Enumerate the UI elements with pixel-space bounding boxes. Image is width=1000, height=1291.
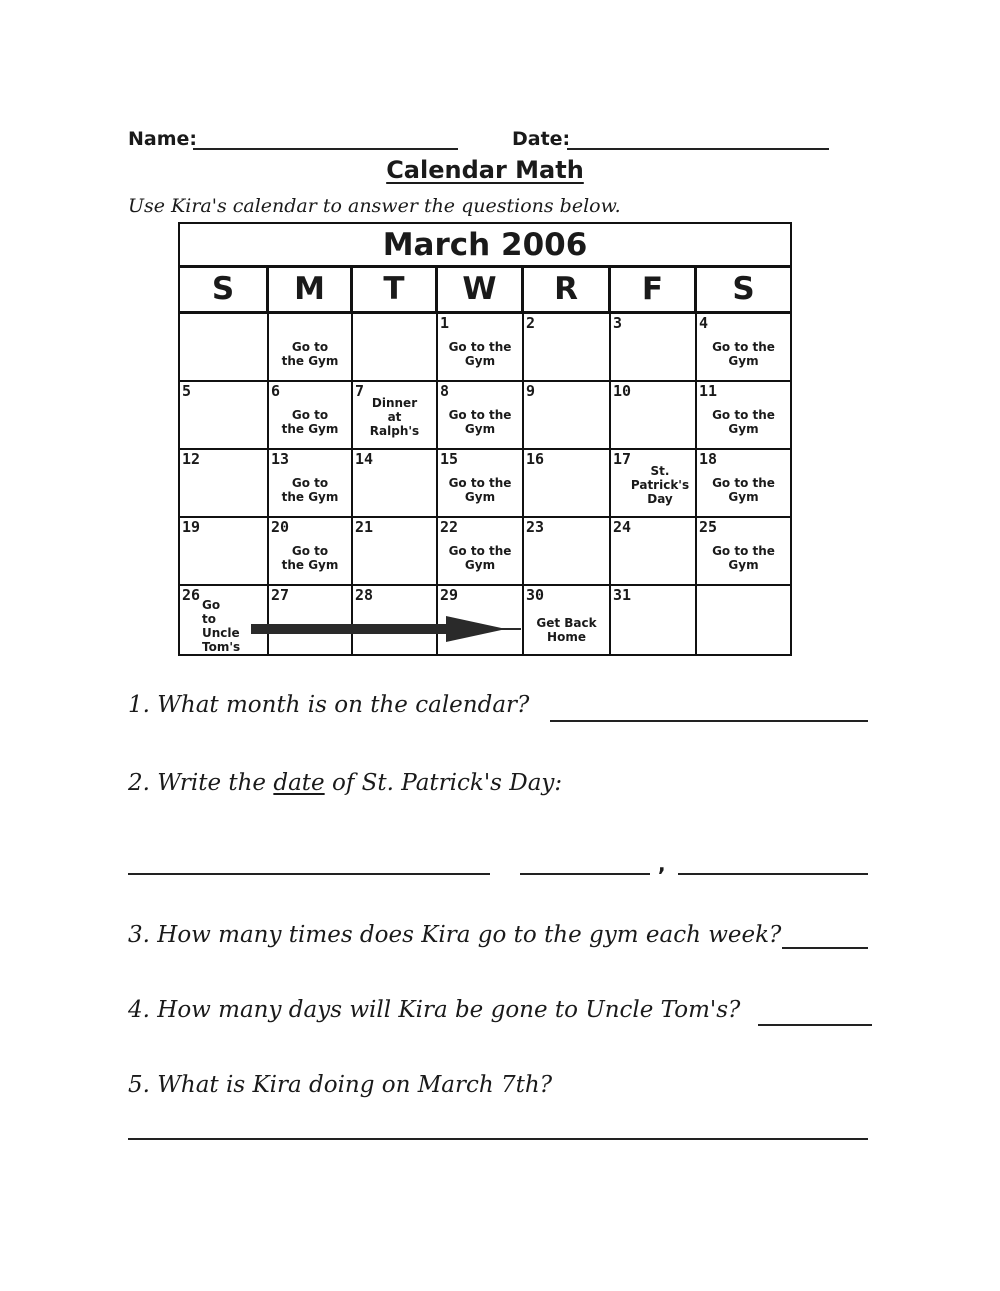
event-label: Go to the Gym <box>448 544 512 572</box>
calendar-day-cell <box>611 586 697 654</box>
answer-line-3[interactable] <box>782 947 868 949</box>
calendar-day-cell <box>180 450 269 518</box>
day-number: 7 <box>355 382 365 400</box>
calendar-day-cell <box>353 518 438 586</box>
instruction-text: Use Kira's calendar to answer the questions below. <box>128 195 621 217</box>
calendar-day-cell <box>438 314 524 382</box>
question-5: 5. What is Kira doing on March 7th? <box>128 1072 553 1098</box>
calendar-day-cell <box>438 382 524 450</box>
weekday-header: F <box>611 268 697 311</box>
answer-line-2-weekday[interactable] <box>128 873 490 875</box>
event-label: Go to the Gym <box>281 544 339 572</box>
day-number: 21 <box>355 518 374 536</box>
name-label: Name: <box>128 128 198 150</box>
day-number: 25 <box>699 518 718 536</box>
day-number: 9 <box>526 382 536 400</box>
date-answer-line[interactable] <box>567 148 829 150</box>
calendar-day-cell <box>697 586 790 654</box>
day-number: 23 <box>526 518 545 536</box>
event-label: Dinner at Ralph's <box>369 396 420 438</box>
date-label: Date: <box>512 128 571 150</box>
calendar-day-cell <box>524 518 611 586</box>
weekday-header: R <box>524 268 611 311</box>
day-number: 30 <box>526 586 545 604</box>
question-2: 2. Write the date of St. Patrick's Day: <box>128 770 563 796</box>
calendar-day-cell <box>524 450 611 518</box>
day-number: 28 <box>355 586 374 604</box>
day-number: 10 <box>613 382 632 400</box>
event-label: Go to the Gym <box>712 476 775 504</box>
day-number: 4 <box>699 314 709 332</box>
calendar-day-cell <box>180 382 269 450</box>
event-label: Go to the Gym <box>281 408 339 436</box>
day-number: 6 <box>271 382 281 400</box>
answer-line-4[interactable] <box>758 1024 872 1026</box>
answer-comma: , <box>658 852 666 876</box>
day-number: 19 <box>182 518 201 536</box>
calendar-grid <box>180 314 790 654</box>
event-label: Go to the Gym <box>712 544 775 572</box>
day-number: 14 <box>355 450 374 468</box>
name-answer-line[interactable] <box>193 148 458 150</box>
answer-line-2-year[interactable] <box>678 873 868 875</box>
event-label: Go to the Gym <box>281 340 339 368</box>
event-label: Go to the Gym <box>448 340 512 368</box>
day-number: 13 <box>271 450 290 468</box>
weekday-header: W <box>438 268 524 311</box>
calendar-month-title: March 2006 <box>180 224 790 268</box>
calendar-day-cell <box>697 314 790 382</box>
day-number: 22 <box>440 518 459 536</box>
event-label: Go to the Gym <box>281 476 339 504</box>
calendar-day-cell <box>697 382 790 450</box>
event-label: Go to the Gym <box>712 408 775 436</box>
answer-line-2-month-day[interactable] <box>520 873 650 875</box>
day-number: 3 <box>613 314 623 332</box>
day-number: 17 <box>613 450 632 468</box>
weekday-header: M <box>269 268 353 311</box>
calendar-day-cell <box>524 586 611 654</box>
calendar-day-cell <box>611 382 697 450</box>
day-number: 8 <box>440 382 450 400</box>
event-label: Get Back Home <box>536 616 597 644</box>
calendar-day-cell <box>524 314 611 382</box>
day-number: 18 <box>699 450 718 468</box>
calendar-weekday-row <box>180 268 790 314</box>
day-number: 29 <box>440 586 459 604</box>
calendar-day-cell <box>611 314 697 382</box>
event-label: Go to the Gym <box>448 408 512 436</box>
calendar-day-cell <box>353 382 438 450</box>
day-number: 12 <box>182 450 201 468</box>
event-label: Go to the Gym <box>448 476 512 504</box>
day-number: 2 <box>526 314 536 332</box>
calendar-day-cell <box>269 518 353 586</box>
day-number: 16 <box>526 450 545 468</box>
day-number: 27 <box>271 586 290 604</box>
question-1: 1. What month is on the calendar? <box>128 692 530 718</box>
calendar-day-cell <box>524 382 611 450</box>
day-number: 31 <box>613 586 632 604</box>
day-number: 15 <box>440 450 459 468</box>
day-number: 5 <box>182 382 192 400</box>
event-label: St. Patrick's Day <box>630 464 690 506</box>
page-title: Calendar Math <box>386 156 584 184</box>
day-number: 26 <box>182 586 201 604</box>
day-number: 24 <box>613 518 632 536</box>
weekday-header: T <box>353 268 438 311</box>
question-3: 3. How many times does Kira go to the gym each week? <box>128 922 782 948</box>
calendar-day-cell <box>697 518 790 586</box>
weekday-header: S <box>180 268 269 311</box>
event-label: Go to Uncle Tom's <box>202 598 241 654</box>
calendar-day-cell <box>438 450 524 518</box>
question-4: 4. How many days will Kira be gone to Uncle Tom's? <box>128 997 741 1023</box>
event-label: Go to the Gym <box>712 340 775 368</box>
calendar-day-cell <box>180 314 269 382</box>
calendar-day-cell <box>353 314 438 382</box>
trip-arrow-icon <box>251 616 521 642</box>
calendar <box>178 222 792 656</box>
answer-line-5[interactable] <box>128 1138 868 1140</box>
calendar-day-cell <box>697 450 790 518</box>
day-number: 20 <box>271 518 290 536</box>
calendar-day-cell <box>611 450 697 518</box>
calendar-day-cell <box>353 450 438 518</box>
calendar-day-cell <box>269 382 353 450</box>
calendar-day-cell <box>269 450 353 518</box>
weekday-header: S <box>732 271 755 307</box>
calendar-day-cell <box>611 518 697 586</box>
calendar-day-cell <box>438 518 524 586</box>
calendar-day-cell <box>180 518 269 586</box>
answer-line-1[interactable] <box>550 720 868 722</box>
day-number: 1 <box>440 314 450 332</box>
day-number: 11 <box>699 382 718 400</box>
calendar-day-cell <box>269 314 353 382</box>
